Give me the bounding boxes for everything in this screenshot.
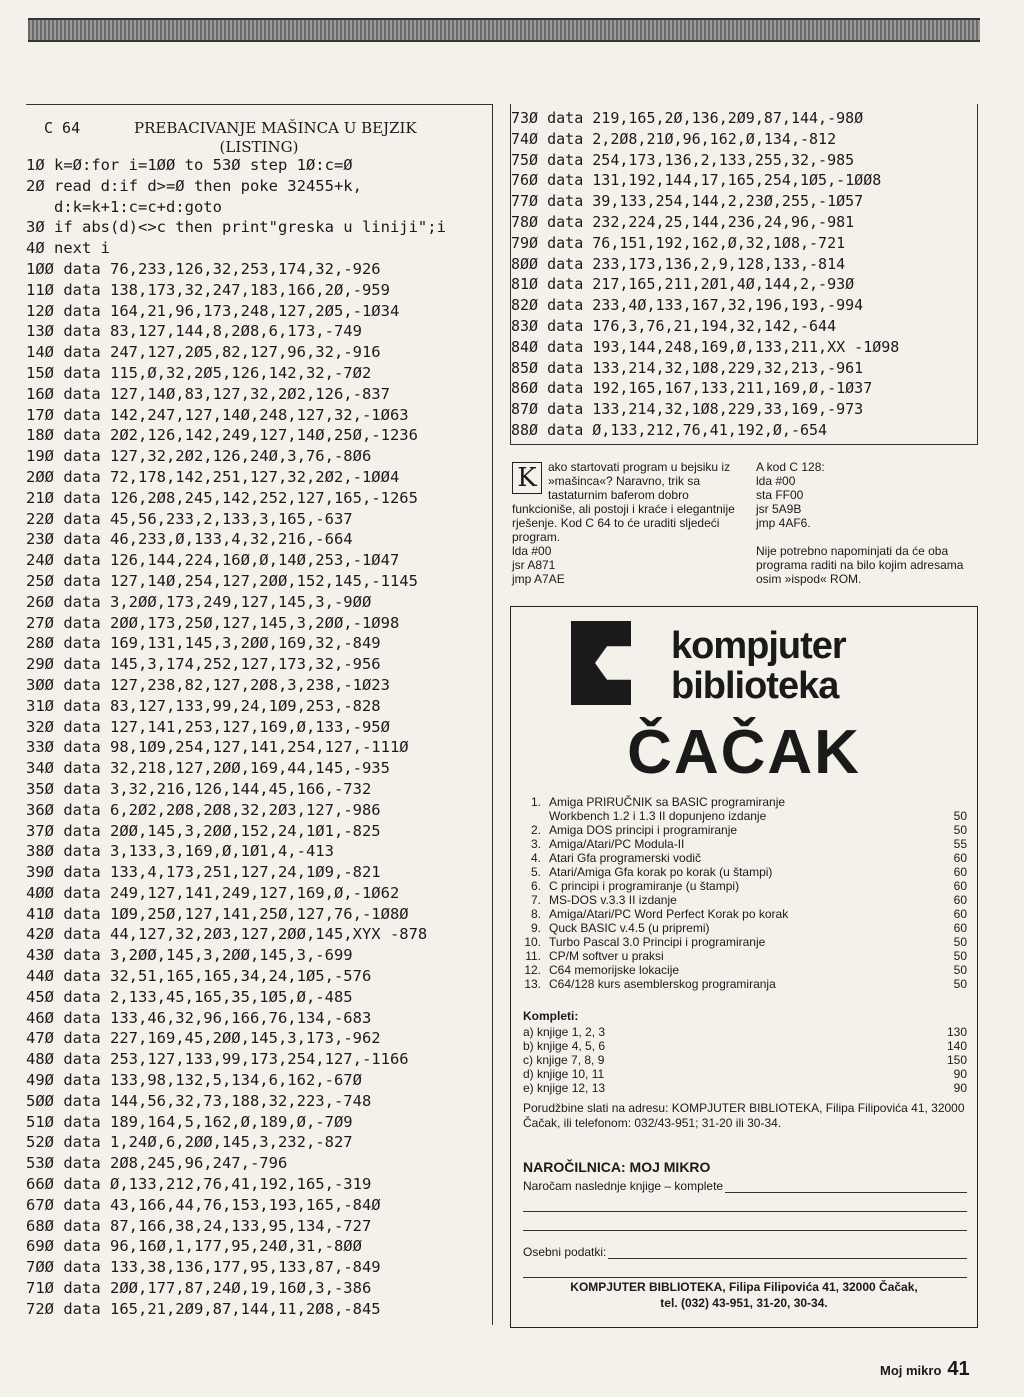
code-line: 43Ø data 3,2ØØ,145,3,2ØØ,145,3,-699 [26, 946, 353, 965]
code-line: 82Ø data 233,4Ø,133,167,32,196,193,-994 [511, 296, 864, 315]
book-title: Amiga DOS principi i programiranje [549, 823, 738, 837]
personal-field-label: Osebni podatki: [523, 1245, 607, 1259]
code-line: 3ØØ data 127,238,82,127,2Ø8,3,238,-1Ø23 [26, 675, 390, 694]
bundle-price: 140 [946, 1039, 967, 1053]
dropcap: K [512, 462, 542, 494]
code-line: 37Ø data 2ØØ,145,3,2ØØ,152,24,1Ø1,-825 [26, 821, 381, 840]
personal-field[interactable] [608, 1245, 967, 1259]
listing-right [510, 104, 978, 445]
book-price: 60 [953, 893, 967, 907]
book-num: 8. [530, 907, 541, 921]
code-line: 2ØØ data 72,178,142,251,127,32,2Ø2,-1ØØ4 [26, 467, 400, 486]
bundle-label: d) knjige 10, 11 [523, 1067, 605, 1081]
code-line: sta FF00 [756, 488, 804, 502]
code-line: 26Ø data 3,2ØØ,173,249,127,145,3,-9ØØ [26, 592, 372, 611]
code-line: 2Ø read d:if d>=Ø then poke 32455+k, [26, 176, 362, 195]
book-item [523, 851, 967, 865]
book-price: 50 [953, 935, 967, 949]
advert-kompjuter-biblioteka [510, 606, 978, 1328]
book-price: 60 [953, 907, 967, 921]
book-item [523, 865, 967, 879]
bundle-label: e) knjige 12, 13 [523, 1081, 606, 1095]
book-price: 60 [953, 879, 967, 893]
code-line: 44Ø data 32,51,165,165,34,24,1Ø5,-576 [26, 967, 372, 986]
book-price: 50 [953, 949, 967, 963]
form-line[interactable] [523, 1212, 967, 1231]
code-line: 31Ø data 83,127,133,99,24,1Ø9,253,-828 [26, 696, 381, 715]
book-item [523, 837, 967, 851]
bundle-price: 150 [946, 1053, 967, 1067]
book-item [523, 907, 967, 921]
form-line[interactable] [523, 1193, 967, 1212]
code-line: 23Ø data 46,233,Ø,133,4,32,216,-664 [26, 530, 353, 549]
bundle-price: 90 [953, 1081, 967, 1095]
book-price: 60 [953, 851, 967, 865]
bundle-item [523, 1067, 967, 1081]
bundle-item [523, 1053, 967, 1067]
form-line[interactable] [523, 1259, 967, 1278]
book-item [523, 963, 967, 977]
code-line: 47Ø data 227,169,45,2ØØ,145,3,173,-962 [26, 1029, 381, 1048]
code-line: 46Ø data 133,46,32,96,166,76,134,-683 [26, 1008, 372, 1027]
code-line: 16Ø data 127,14Ø,83,127,32,2Ø2,126,-837 [26, 384, 390, 403]
code-line: 13Ø data 83,127,144,8,2Ø8,6,173,-749 [26, 322, 362, 341]
code-line: 1ØØ data 76,233,126,32,253,174,32,-926 [26, 259, 381, 278]
code-line: 42Ø data 44,127,32,2Ø3,127,2ØØ,145,XYX -878 [26, 925, 428, 944]
code-line: jsr A871 [512, 558, 556, 572]
book-num: 9. [530, 921, 541, 935]
code-line: 78Ø data 232,224,25,144,236,24,96,-981 [511, 212, 855, 231]
order-address: Porudžbine slati na adresu: KOMPJUTER BIBLIOTEKA, Filipa Filipovića 41, 32000 Čačak, ili telefonom: 032/43-951; 31-20 ili 30-34. [523, 1101, 965, 1130]
code-line: 49Ø data 133,98,132,5,134,6,162,-67Ø [26, 1071, 362, 1090]
code-line: 72Ø data 165,21,2Ø9,87,144,11,2Ø8,-845 [26, 1299, 381, 1318]
books-field-label: Naročam naslednje knjige – komplete [523, 1179, 724, 1193]
code-line: 53Ø data 2Ø8,245,96,247,-796 [26, 1154, 288, 1173]
note-text-1: ako startovati program u bejsiku iz »mašinca«? Naravno, trik sa tastaturnim baferom dobro funkcioniše, ali postoji i kraće i elegantnije rješenje. Kod C 64 to će uraditi sljedeći program. [512, 460, 735, 544]
code-line: 8ØØ data 233,173,136,2,9,128,133,-814 [511, 254, 846, 273]
code-line: 85Ø data 133,214,32,1Ø8,229,32,213,-961 [511, 358, 864, 377]
code-line: 24Ø data 126,144,224,16Ø,Ø,14Ø,253,-1Ø47 [26, 551, 400, 570]
books-field-row [523, 1179, 967, 1193]
bundle-item [523, 1039, 967, 1053]
note-column-2 [756, 460, 976, 586]
book-num: 6. [530, 879, 541, 893]
note-column-1 [512, 460, 738, 586]
code-line: 27Ø data 2ØØ,173,25Ø,127,145,3,2ØØ,-1Ø98 [26, 613, 400, 632]
book-num: 5. [530, 865, 541, 879]
code-line: 4Ø next i [26, 239, 110, 258]
magazine-name: Moj mikro [880, 1363, 942, 1378]
book-num: 10. [524, 935, 541, 949]
bundle-item [523, 1025, 967, 1039]
code-line: 38Ø data 3,133,3,169,Ø,1Ø1,4,-413 [26, 842, 334, 861]
code-line: 68Ø data 87,166,38,24,133,95,134,-727 [26, 1216, 372, 1235]
code-line: 73Ø data 219,165,2Ø,136,2Ø9,87,144,-98Ø [511, 109, 864, 127]
code-line: 15Ø data 115,Ø,32,2Ø5,126,142,32,-7Ø2 [26, 363, 372, 382]
book-title: MS-DOS v.3.3 II izdanje [549, 893, 677, 907]
code-line: 29Ø data 145,3,174,252,127,173,32,-956 [26, 655, 381, 674]
listing-title: PREBACIVANJE MAŠINCA U BEJZIK [134, 119, 417, 137]
code-line: 86Ø data 192,165,167,133,211,169,Ø,-1Ø37 [511, 379, 873, 398]
code-line: 11Ø data 138,173,32,247,183,166,2Ø,-959 [26, 280, 390, 299]
page-number: 41 [947, 1358, 970, 1380]
book-num: 7. [530, 893, 541, 907]
code-line: 28Ø data 169,131,145,3,2ØØ,169,32,-849 [26, 634, 381, 653]
bundle-price: 90 [953, 1067, 967, 1081]
book-title: C64 memorijske lokacije [549, 963, 680, 977]
listing-subtitle: (LISTING) [219, 138, 299, 156]
book-price: 50 [953, 963, 967, 977]
code-line: 48Ø data 253,127,133,99,173,254,127,-1166 [26, 1050, 409, 1069]
code-line: 87Ø data 133,214,32,1Ø8,229,33,169,-973 [511, 400, 864, 419]
code-line: 25Ø data 127,14Ø,254,127,2ØØ,152,145,-1145 [26, 571, 418, 590]
book-num: 3. [530, 837, 541, 851]
footer-line-2: tel. (032) 43-951, 31-20, 30-34. [660, 1296, 828, 1310]
code-line: 17Ø data 142,247,127,14Ø,248,127,32,-1Ø63 [26, 405, 409, 424]
book-num: 11. [525, 949, 541, 963]
code-line: jmp A7AE [512, 572, 565, 586]
book-list [523, 795, 967, 991]
book-item [523, 893, 967, 907]
brand-line-1: kompjuter [671, 625, 846, 667]
code-line: 45Ø data 2,133,45,165,35,1Ø5,Ø,-485 [26, 987, 353, 1006]
book-price: 50 [953, 823, 967, 837]
code-line: 88Ø data Ø,133,212,76,41,192,Ø,-654 [511, 420, 828, 439]
book-item [523, 879, 967, 893]
listing-header [26, 111, 492, 155]
footer-line-1: KOMPJUTER BIBLIOTEKA, Filipa Filipovića 41, 32000 Čačak, [570, 1280, 918, 1294]
platform-label: C 64 [44, 119, 81, 137]
kb-logo-icon [571, 621, 631, 705]
code-line: 83Ø data 176,3,76,21,194,32,142,-644 [511, 316, 837, 335]
code-line: 35Ø data 3,32,216,126,144,45,166,-732 [26, 779, 372, 798]
book-title: C64/128 kurs asemblerskog programiranja [549, 977, 776, 991]
code-line: lda #00 [756, 474, 796, 488]
book-title: Amiga PRIRUČNIK sa BASIC programiranje [549, 795, 786, 809]
book-num: 4. [530, 851, 541, 865]
code-line: d:k=k+1:c=c+d:goto [26, 197, 222, 216]
code-lines-left [26, 155, 492, 1320]
book-price: 50 [953, 809, 967, 823]
code-line: 71Ø data 2ØØ,177,87,24Ø,19,16Ø,3,-386 [26, 1279, 372, 1298]
code-line: 81Ø data 217,165,211,2Ø1,4Ø,144,2,-93Ø [511, 275, 855, 294]
personal-field-row [523, 1245, 967, 1259]
book-title: Turbo Pascal 3.0 Principi i programiranje [549, 935, 766, 949]
code-lines-right [511, 108, 977, 441]
note-text-2: Nije potrebno napominjati da će oba programa raditi na bilo kojim adresama osim »ispod« ROM. [756, 544, 964, 586]
book-title: Amiga/Atari/PC Modula-II [549, 837, 685, 851]
code-line: 7ØØ data 133,38,136,177,95,133,87,-849 [26, 1258, 381, 1277]
book-title: Atari/Amiga Gfa korak po korak (u štampi) [549, 865, 773, 879]
bundle-label: b) knjige 4, 5, 6 [523, 1039, 606, 1053]
code-line: 22Ø data 45,56,233,2,133,3,165,-637 [26, 509, 353, 528]
code-line: 51Ø data 189,164,5,162,Ø,189,Ø,-7Ø9 [26, 1112, 353, 1131]
code-line: 4ØØ data 249,127,141,249,127,169,Ø,-1Ø62 [26, 883, 400, 902]
bundle-item [523, 1081, 967, 1095]
book-item [523, 935, 967, 949]
code-line: 34Ø data 32,218,127,2ØØ,169,44,145,-935 [26, 759, 390, 778]
code-line: lda #00 [512, 544, 552, 558]
book-title: Workbench 1.2 i 1.3 II dopunjeno izdanje [549, 809, 767, 823]
book-item [523, 809, 967, 823]
code-line: 19Ø data 127,32,2Ø2,126,24Ø,3,76,-8Ø6 [26, 447, 372, 466]
book-price: 55 [953, 837, 967, 851]
code-line: 39Ø data 133,4,173,251,127,24,1Ø9,-821 [26, 863, 381, 882]
code-line: 32Ø data 127,141,253,127,169,Ø,133,-95Ø [26, 717, 390, 736]
code-line: 76Ø data 131,192,144,17,165,254,1Ø5,-1ØØ8 [511, 171, 882, 190]
book-item [523, 823, 967, 837]
book-title: Atari Gfa programerski vodič [549, 851, 702, 865]
book-num: 1. [530, 795, 541, 809]
code-line: jsr 5A9B [756, 502, 802, 516]
book-item [523, 949, 967, 963]
listing-left [26, 104, 493, 1325]
bundle-label: c) knjige 7, 8, 9 [523, 1053, 605, 1067]
code-line: 69Ø data 96,16Ø,1,177,95,24Ø,31,-8ØØ [26, 1237, 362, 1256]
code-line: 12Ø data 164,21,96,173,248,127,2Ø5,-1Ø34 [26, 301, 400, 320]
header-band [28, 18, 980, 42]
note-c128-head: A kod C 128: [756, 460, 825, 474]
code-line: 84Ø data 193,144,248,169,Ø,133,211,XX -1Ø98 [511, 337, 900, 356]
code-line: 3Ø if abs(d)<>c then print"greska u liniji";i [26, 218, 446, 237]
code-line: 1Ø k=Ø:for i=1ØØ to 53Ø step 1Ø:c=Ø [26, 156, 353, 174]
code-line: jmp 4AF6. [756, 516, 811, 530]
bundles-heading: Kompleti: [523, 1009, 579, 1023]
code-line: 21Ø data 126,2Ø8,245,142,252,127,165,-1265 [26, 488, 418, 507]
code-line: 66Ø data Ø,133,212,76,41,192,165,-319 [26, 1175, 372, 1194]
code-line: 5ØØ data 144,56,32,73,188,32,223,-748 [26, 1091, 372, 1110]
book-num: 13. [524, 977, 541, 991]
bundle-label: a) knjige 1, 2, 3 [523, 1025, 606, 1039]
bundles [523, 1009, 967, 1095]
book-title: Quck BASIC v.4.5 (u pripremi) [549, 921, 710, 935]
brand-line-2: biblioteka [671, 665, 839, 707]
books-field[interactable] [725, 1179, 967, 1193]
book-item [523, 977, 967, 991]
code-line: 67Ø data 43,166,44,76,153,193,165,-84Ø [26, 1195, 381, 1214]
bundle-list [523, 1025, 967, 1095]
book-item [523, 795, 967, 809]
book-num: 2. [530, 823, 541, 837]
code-line: 14Ø data 247,127,2Ø5,82,127,96,32,-916 [26, 343, 381, 362]
page-footer [880, 1358, 970, 1381]
code-line: 33Ø data 98,1Ø9,254,127,141,254,127,-111Ø [26, 738, 409, 757]
advert-footer [511, 1279, 977, 1311]
code-line: 18Ø data 2Ø2,126,142,249,127,14Ø,25Ø,-1236 [26, 426, 418, 445]
book-price: 60 [953, 865, 967, 879]
code-line: 74Ø data 2,2Ø8,21Ø,96,162,Ø,134,-812 [511, 129, 837, 148]
bundle-price: 130 [946, 1025, 967, 1039]
code-line: 77Ø data 39,133,254,144,2,23Ø,255,-1Ø57 [511, 192, 864, 211]
code-line: 36Ø data 6,2Ø2,2Ø8,2Ø8,32,2Ø3,127,-986 [26, 800, 381, 819]
city-heading: ČAČAK [627, 718, 861, 787]
order-form [523, 1159, 967, 1278]
book-title: CP/M softver u praksi [549, 949, 664, 963]
book-price: 60 [953, 921, 967, 935]
book-title: C principi i programiranje (u štampi) [549, 879, 740, 893]
order-form-title: NAROČILNICA: MOJ MIKRO [523, 1159, 711, 1175]
book-price: 50 [953, 977, 967, 991]
code-line: 52Ø data 1,24Ø,6,2ØØ,145,3,232,-827 [26, 1133, 353, 1152]
code-line: 75Ø data 254,173,136,2,133,255,32,-985 [511, 150, 855, 169]
book-item [523, 921, 967, 935]
book-num: 12. [524, 963, 541, 977]
code-line: 79Ø data 76,151,192,162,Ø,32,1Ø8,-721 [511, 233, 846, 252]
code-line: 41Ø data 1Ø9,25Ø,127,141,25Ø,127,76,-1Ø8Ø [26, 904, 409, 923]
book-title: Amiga/Atari/PC Word Perfect Korak po korak [549, 907, 789, 921]
